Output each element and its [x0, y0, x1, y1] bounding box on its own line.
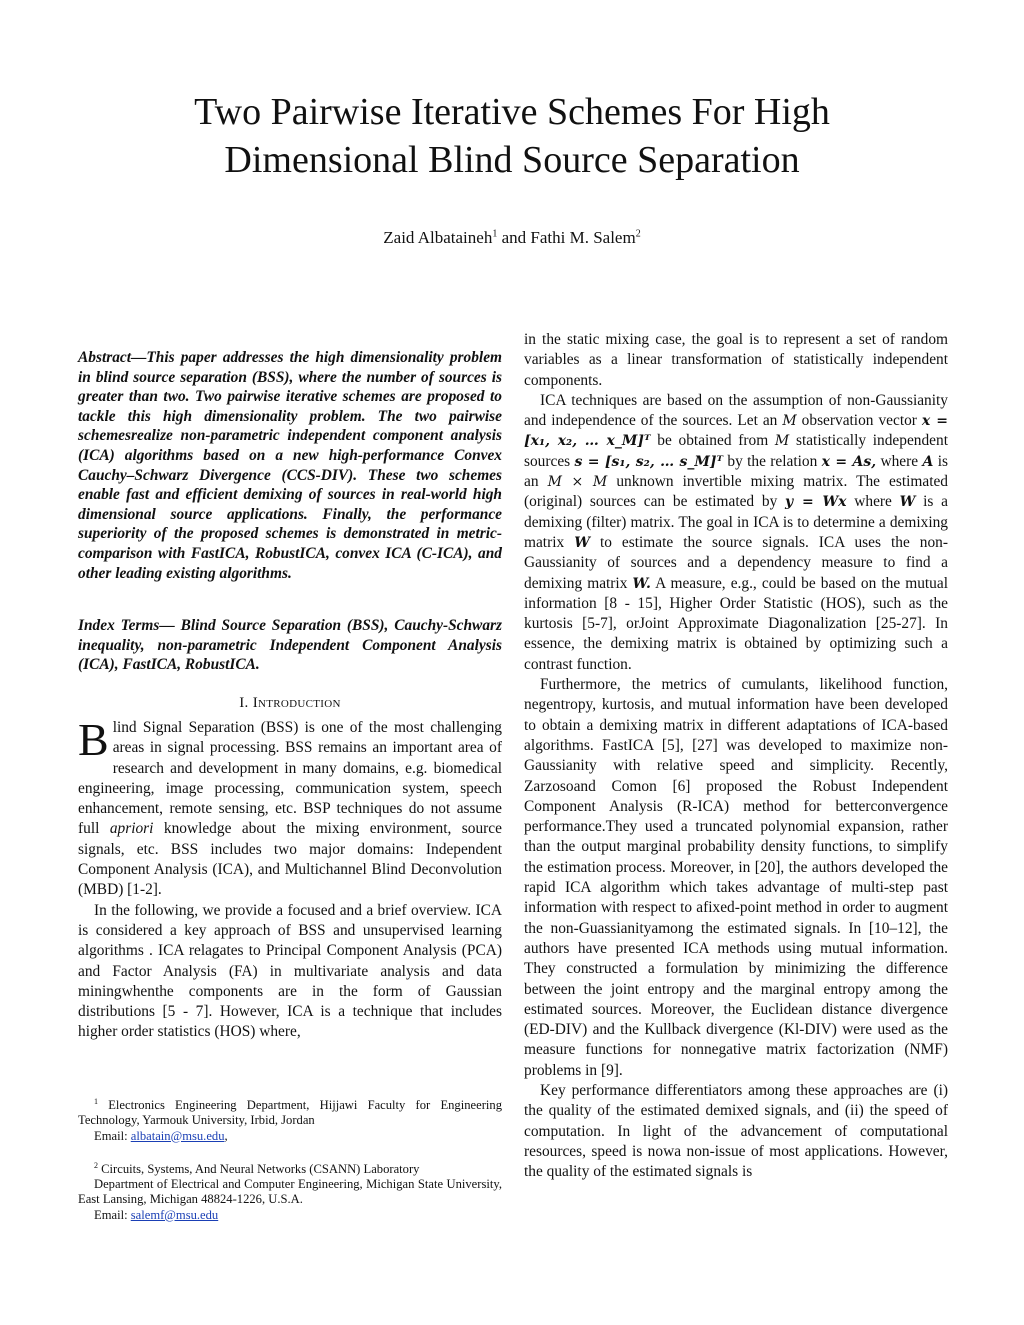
- rp2-g: is an: [524, 452, 948, 491]
- rp2-a: ICA techniques are based on the assumption of non-Gaussianity and independence of the sources. Let an: [524, 391, 948, 430]
- intro-p1-rest: knowledge about the mixing environment, source signals, etc. BSS includes two major domains: Independent Component Analysis (ICA), and Multichannel Blind Deconvolution (MBD) [1-2].: [78, 820, 502, 899]
- rp2-e: by the relation: [727, 452, 818, 470]
- math-s-vector: s = [s₁, s₂, … s_M]ᵀ: [574, 453, 724, 470]
- author-2: and Fathi M. Salem: [497, 228, 636, 247]
- paper-title: [0, 88, 1024, 184]
- right-column: [524, 330, 948, 1182]
- math-W-2: W: [574, 534, 590, 551]
- rp2-c: be obtained from: [657, 432, 769, 450]
- rp2-b: observation vector: [801, 412, 917, 430]
- title-line-1: Two Pairwise Iterative Schemes For High: [194, 91, 830, 133]
- footnote-1-email-line: [78, 1129, 502, 1144]
- footnote-1-comma: ,: [224, 1128, 228, 1143]
- footnote-2-sup: 2: [94, 1160, 98, 1170]
- footnote-2-text: Department of Electrical and Computer Engineering, Michigan State University, East Lansing, Michigan 48824-1226, U.S.A.: [78, 1177, 502, 1207]
- abstract: Abstract—This paper addresses the high dimensionality problem in blind source separation (BSS), where the number of sources is greater than two. Two pairwise iterative schemes are proposed to tackle this high dimensionality problem. The two pairwise schemesrealize non-parametric independent component analysis (ICA) algorithms based on a new high-performance Convex Cauchy–Schwarz Divergence (CCS-DIV). These two schemes enable fast and efficient demixing of sources in real-world high dimensional source applications. Finally, the performance superiority of the proposed schemes is demonstrated in metric-comparison with FastICA, RobustICA, convex ICA (C-ICA), and other leading existing algorithms.: [78, 349, 502, 582]
- intro-p1-text: lind Signal Separation (BSS) is one of the most challenging areas in signal processing. BSS remains an important area of research and development in many domains, e.g. biomedical engineering, image processing, communication system, speech enhancement, remote sensing, etc. BSP techniques do not assume full: [78, 719, 502, 838]
- math-M-2: M: [774, 433, 790, 450]
- right-paragraph-4: Key performance differentiators among these approaches are (i) the quality of the estimated demixed signals, and (ii) the speed of computation. In light of the advancement of computational resources, speed is nowa non-issue of most applications. However, the quality of the estimated signals is: [524, 1081, 948, 1181]
- footnote-2-lab: Circuits, Systems, And Neural Networks (CSANN) Laboratory: [98, 1161, 420, 1176]
- footnote-1-email-link[interactable]: albatain@msu.edu: [130, 1128, 225, 1143]
- rp2-d: statistically independent sources: [524, 432, 948, 470]
- rp2-h: unknown invertible mixing matrix. The estimated (original) sources can be estimated by: [524, 473, 949, 511]
- rp2-j: is a demixing (filter) matrix. The goal in ICA is to determine a demixing matrix: [524, 493, 948, 551]
- title-line-2: Dimensional Blind Source Separation: [224, 139, 800, 181]
- rp2-i: where: [854, 493, 892, 511]
- author-2-sup: 2: [635, 228, 641, 240]
- footnote-2-line-1: [78, 1158, 502, 1177]
- author-1-sup: 1: [492, 228, 498, 240]
- intro-paragraph-2: In the following, we provide a focused and a brief overview. ICA is considered a key approach of BSS and unsupervised learning algorithms . ICA relagates to Principal Component Analysis (PCA) and Factor Analysis (FA) in multivariate analysis and data miningwhenthe components are in the form of Gaussian distributions [5 - 7]. However, ICA is a technique that includes higher order statistics (HOS) where,: [78, 901, 502, 1041]
- footnotes: [78, 1094, 502, 1223]
- rp2-k: to estimate the source signals. ICA uses the non-Gaussianity of sources and a dependency measure to find a demixing matrix: [524, 533, 948, 592]
- footnote-1: [78, 1094, 502, 1129]
- rp2-l: A measure, e.g., could be based on the mutual information [8 - 15], Higher Order Statistic (HOS), such as the kurtosis [5-7], orJoint Approximate Diagonalization [25-27]. In essence, the demixing matrix is obtained by optimizing such a contrast function.: [524, 574, 948, 673]
- index-terms: Index Terms— Blind Source Separation (BSS), Cauchy-Schwarz inequality, non-parametric Independent Component Analysis (ICA), FastICA, RobustICA.: [78, 617, 502, 674]
- author-1: Zaid Albataineh: [383, 228, 493, 247]
- math-x-as: x = As,: [821, 453, 877, 470]
- right-paragraph-2: [524, 391, 948, 675]
- footnote-1-sup: 1: [94, 1097, 98, 1106]
- drop-cap: B: [78, 714, 109, 765]
- footnote-1-email-label: Email:: [94, 1128, 131, 1143]
- math-x-vector: x = [x₁, x₂, … x_M]ᵀ: [524, 413, 948, 450]
- math-A: A: [922, 453, 934, 470]
- intro-p1-italic: apriori: [109, 820, 154, 838]
- math-MxM: M × M: [547, 474, 608, 491]
- author-line: [0, 228, 1024, 248]
- rp2-f: where: [880, 452, 919, 470]
- math-M: M: [782, 413, 797, 430]
- section-title: Introduction: [252, 695, 341, 711]
- math-W: W: [899, 494, 916, 511]
- section-number: I.: [239, 695, 249, 711]
- right-paragraph-1: in the static mixing case, the goal is to represent a set of random variables as a linear transformation of statistically independent components.: [524, 331, 948, 389]
- section-heading: [78, 695, 502, 712]
- footnote-2-email-link[interactable]: salemf@msu.edu: [130, 1207, 219, 1222]
- footnote-2-email-label: Email:: [94, 1207, 131, 1222]
- footnote-2-email-line: [78, 1208, 502, 1223]
- math-y-wx: y = Wx: [785, 494, 847, 511]
- introduction-body: [78, 714, 502, 1043]
- right-paragraph-3: Furthermore, the metrics of cumulants, likelihood function, negentropy, kurtosis, and mutual information have been developed to obtain a demixing matrix in different adaptations of ICA-based algorithms. FastICA [5], [27] was developed to maximize non-Gaussianity with relative speed and simplicity. Recently, Zarzosoand Comon [6] proposed the Robust Independent Component Analysis (R-ICA) method for betterconvergence performance.They used a truncated polynomial expansion, rather than the output marginal probability density functions, to simplify the estimation process. Moreover, in [20], the authors developed the rapid ICA algorithm which takes advantage of multi-step past information with respect to afixed-point method in order to augment the non-Guassianityamong the estimated signals. In [10–12], the authors have presented ICA methods using mutual information. They constructed a formulation by minimizing the difference between the joint entropy and the marginal entropy among the estimated sources. Moreover, the Euclidean distance divergence (ED-DIV) and the Kullback divergence (Kl-DIV) were used as the measure functions for nonnegative matrix factorization (NMF) problems in [9].: [524, 676, 948, 1079]
- footnote-1-text: Electronics Engineering Department, Hijjawi Faculty for Engineering Technology, Yarmouk University, Irbid, Jordan: [78, 1098, 502, 1128]
- math-W-3: W.: [632, 575, 651, 592]
- intro-paragraph-1: [78, 714, 502, 901]
